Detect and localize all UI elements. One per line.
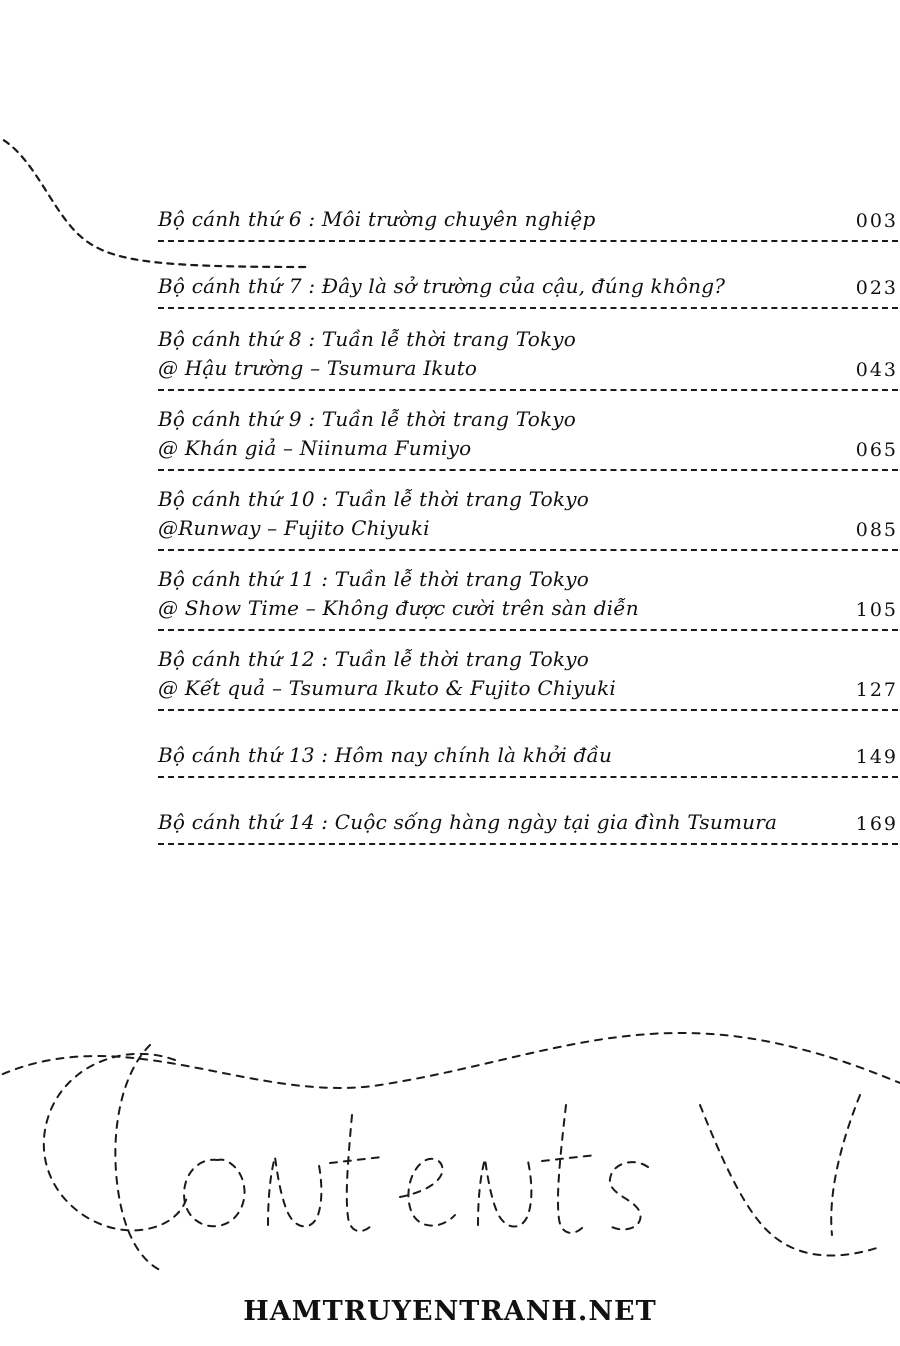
toc-entry-page-number: 043 — [855, 359, 898, 381]
toc-entry-title — [158, 272, 725, 301]
toc-entry-title-line1: Bộ cánh thứ 7 : Đây là sở trường của cậu, đúng không? — [158, 274, 726, 298]
toc-entry-title-line1: Bộ cánh thứ 12 : Tuần lễ thời trang Tokyo — [158, 647, 589, 671]
toc-entry-title — [158, 325, 576, 383]
table-of-contents — [158, 205, 898, 859]
toc-entry[interactable] — [158, 485, 898, 551]
toc-entry-title — [158, 485, 589, 543]
toc-entry-page-number: 169 — [855, 813, 898, 835]
toc-entry-title — [158, 565, 639, 623]
toc-entry-title — [158, 741, 612, 770]
toc-entry-title-line1: Bộ cánh thứ 13 : Hôm nay chính là khởi đầu — [158, 743, 613, 767]
toc-entry[interactable] — [158, 272, 898, 309]
toc-entry[interactable] — [158, 645, 898, 711]
toc-entry[interactable] — [158, 741, 898, 778]
toc-entry-title — [158, 405, 576, 463]
toc-entry[interactable] — [158, 565, 898, 631]
contents-script-art — [0, 985, 900, 1285]
toc-entry-page-number: 105 — [855, 599, 898, 621]
toc-entry-page-number: 127 — [855, 679, 898, 701]
toc-entry-title-line1: Bộ cánh thứ 9 : Tuần lễ thời trang Tokyo — [158, 407, 577, 431]
toc-entry-title-line2: @Runway – Fujito Chiyuki — [158, 516, 430, 540]
toc-entry-title-line1: Bộ cánh thứ 14 : Cuộc sống hàng ngày tại gia đình Tsumura — [158, 810, 778, 834]
toc-entry-title-line2: @ Hậu trường – Tsumura Ikuto — [158, 356, 478, 380]
toc-entry[interactable] — [158, 808, 898, 845]
toc-entry-title-line2: @ Show Time – Không được cười trên sàn diễn — [158, 596, 639, 620]
toc-entry-title-line1: Bộ cánh thứ 6 : Môi trường chuyên nghiệp — [158, 207, 596, 231]
site-watermark: HAMTRUYENTRANH.NET — [243, 1296, 657, 1327]
toc-entry-title-line2: @ Kết quả – Tsumura Ikuto & Fujito Chiyuki — [158, 676, 616, 700]
toc-entry-title — [158, 645, 616, 703]
toc-entry-title-line1: Bộ cánh thứ 10 : Tuần lễ thời trang Tokyo — [158, 487, 589, 511]
toc-entry-title-line1: Bộ cánh thứ 8 : Tuần lễ thời trang Tokyo — [158, 327, 577, 351]
toc-entry[interactable] — [158, 405, 898, 471]
toc-entry-page-number: 085 — [855, 519, 898, 541]
toc-entry-page-number: 065 — [855, 439, 898, 461]
toc-entry-title-line1: Bộ cánh thứ 11 : Tuần lễ thời trang Tokyo — [158, 567, 589, 591]
toc-entry-page-number: 023 — [855, 277, 898, 299]
toc-entry[interactable] — [158, 325, 898, 391]
toc-entry-title-line2: @ Khán giả – Niinuma Fumiyo — [158, 436, 472, 460]
toc-entry-page-number: 149 — [855, 746, 898, 768]
toc-entry[interactable] — [158, 205, 898, 242]
toc-entry-title — [158, 205, 595, 234]
toc-entry-page-number: 003 — [855, 210, 898, 232]
toc-entry-title — [158, 808, 777, 837]
